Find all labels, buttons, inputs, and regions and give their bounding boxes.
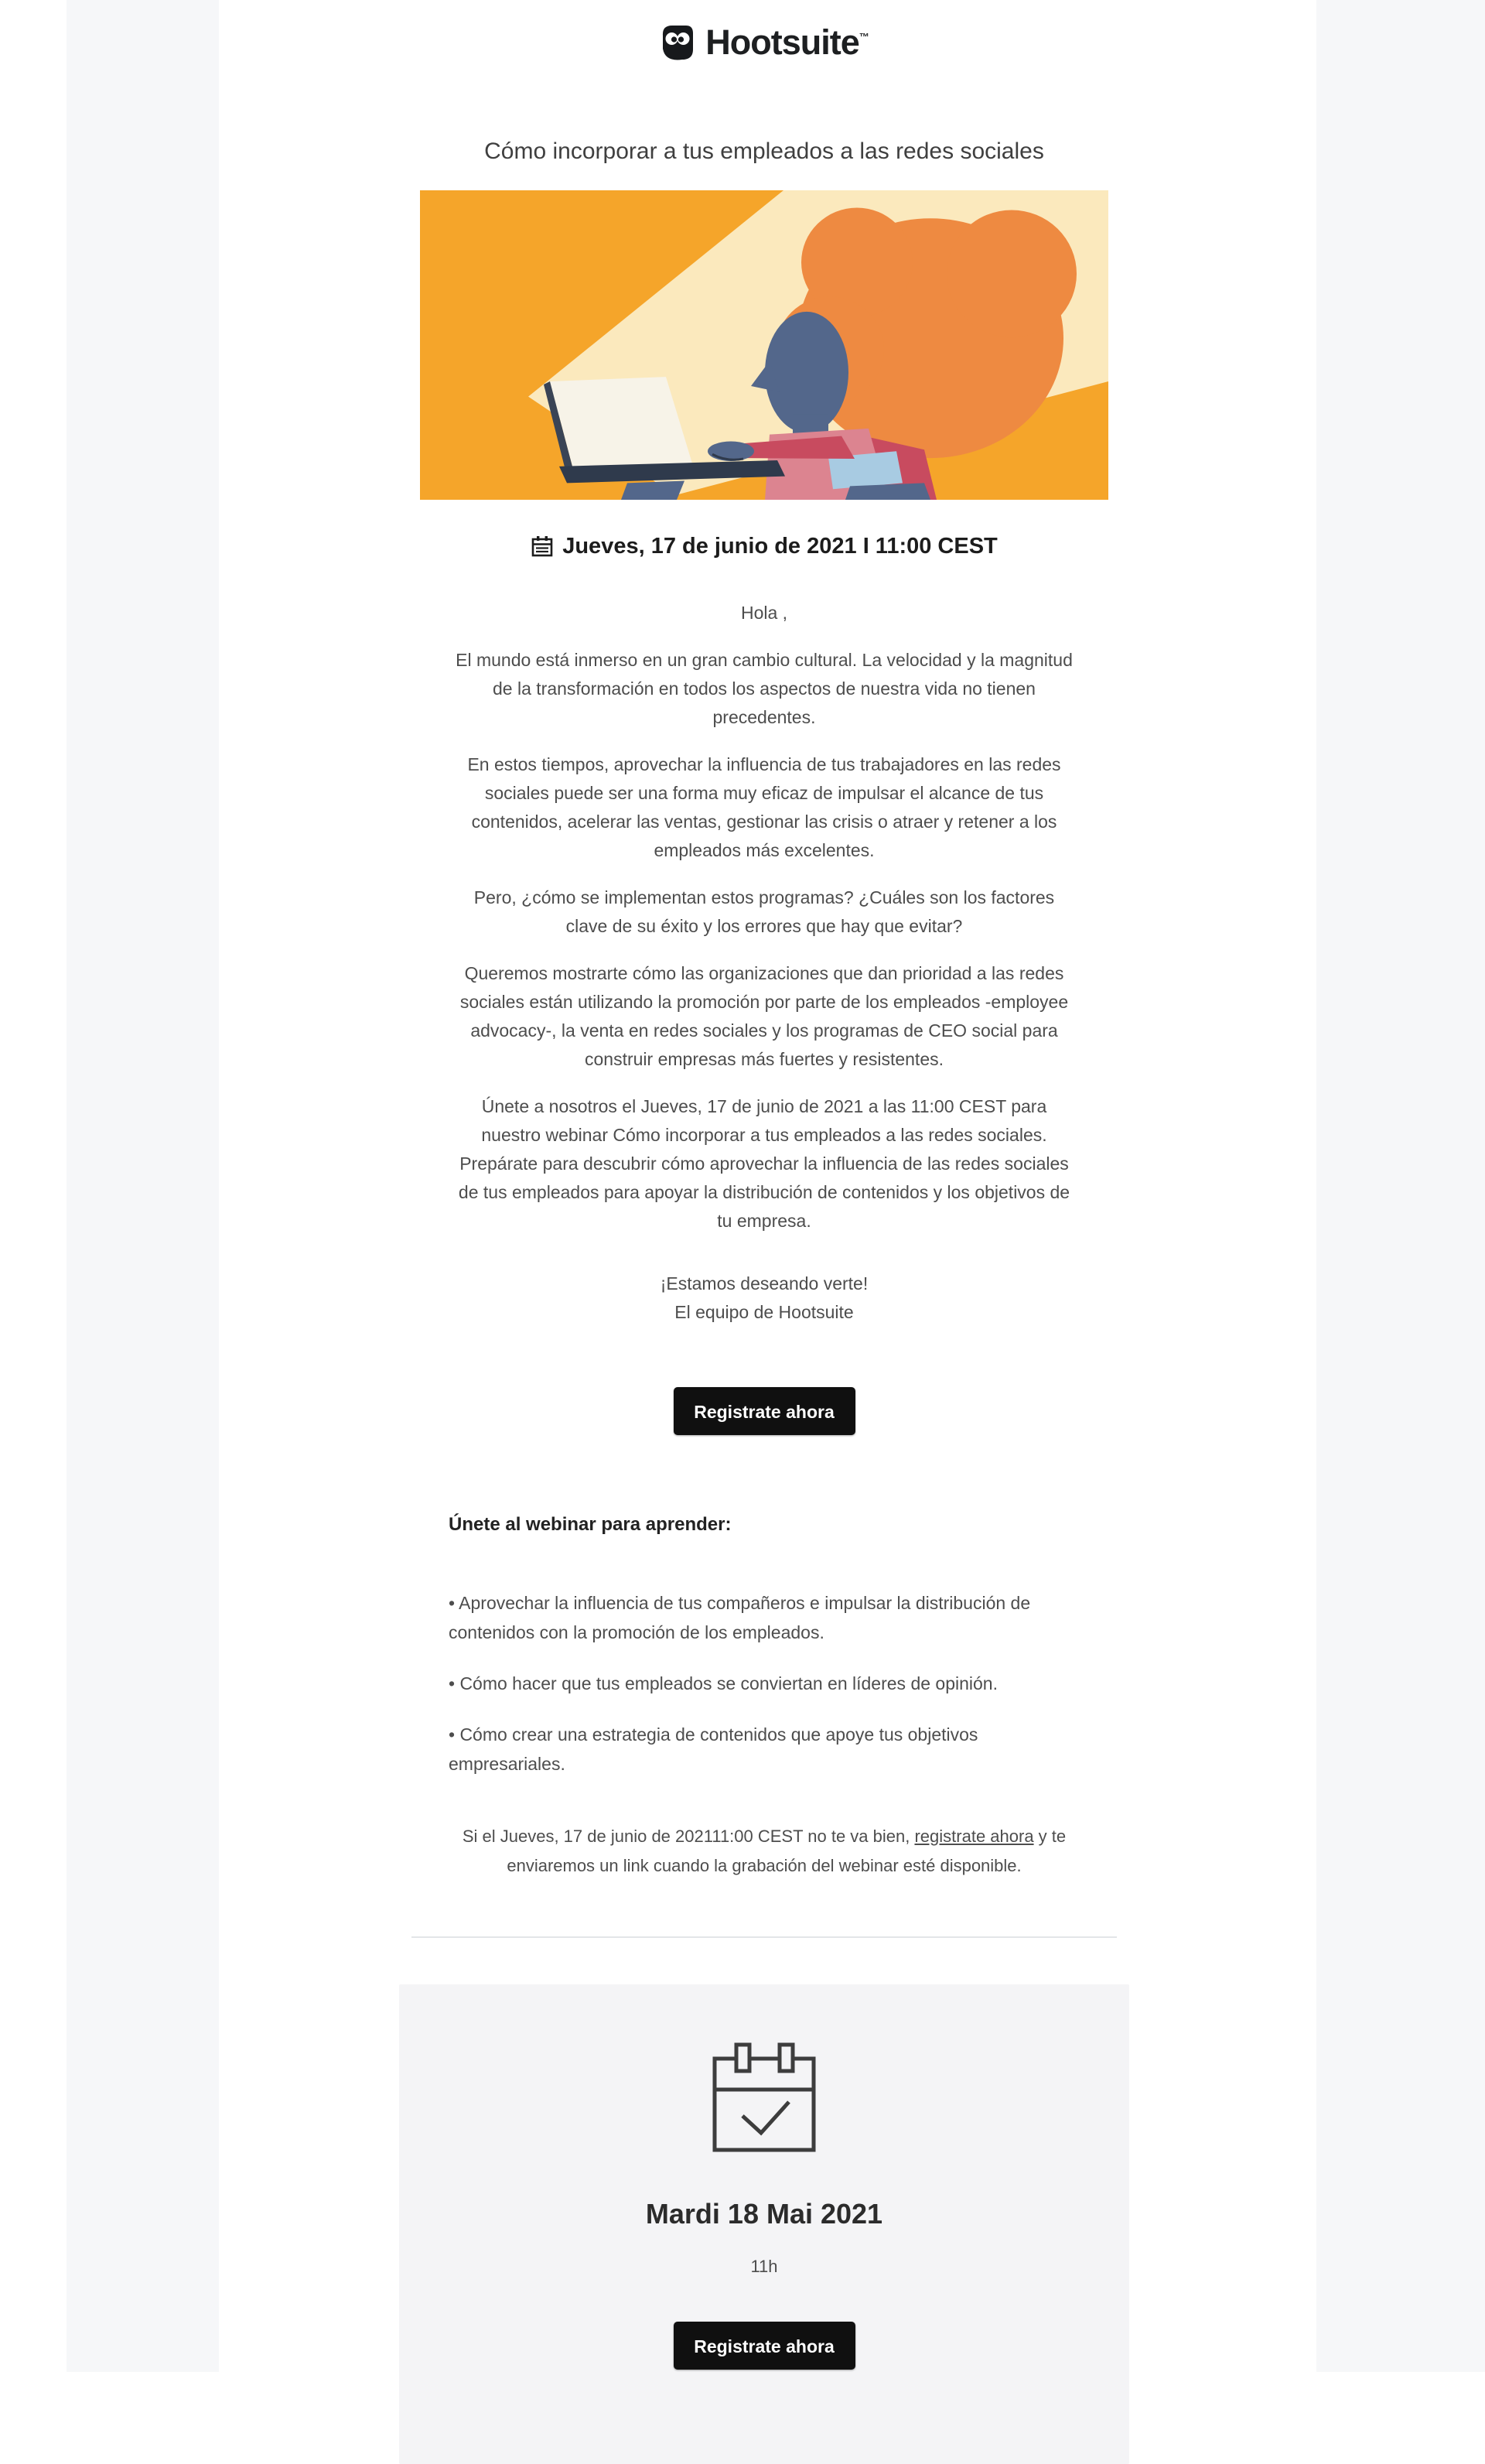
event-card-date: Mardi 18 Mai 2021 xyxy=(645,2198,883,2230)
event-card-time: 11h xyxy=(750,2257,778,2276)
paragraph: Únete a nosotros el Jueves, 17 de junio de 2021 a las 11:00 CEST para nuestro webinar Cómo incorporar a tus empleados a las redes sociales. Prepárate para descubrir cómo aprovechar la influencia de las redes sociales de tus empleados para apoyar la distribución de contenidos y los objetivos de tu empresa. xyxy=(458,1096,1070,1231)
closing-signature: El equipo de Hootsuite xyxy=(674,1302,854,1322)
register-button-secondary[interactable]: Registrate ahora xyxy=(674,2322,855,2370)
trademark-symbol: ™ xyxy=(859,31,869,43)
event-dateline xyxy=(399,531,1129,562)
list-item: • Cómo hacer que tus empleados se conviertan en líderes de opinión. xyxy=(449,1673,998,1693)
email-content xyxy=(399,0,1129,2464)
list-item: • Cómo crear una estrategia de contenidos que apoye tus objetivos empresariales. xyxy=(449,1724,978,1774)
paragraph: El mundo está inmerso en un gran cambio cultural. La velocidad y la magnitud de la transformación en todos los aspectos de nuestra vida no tienen precedentes. xyxy=(456,650,1073,727)
calendar-check-icon xyxy=(705,2039,823,2156)
greeting: Hola , xyxy=(740,603,788,623)
event-card xyxy=(399,1984,1129,2464)
background-band-left xyxy=(67,0,219,2372)
list-item: • Aprovechar la influencia de tus compañeros e impulsar la distribución de contenidos con la promoción de los empleados. xyxy=(449,1593,1031,1642)
learn-heading: Únete al webinar para aprender: xyxy=(449,1514,732,1535)
email-title: Cómo incorporar a tus empleados a las redes sociales xyxy=(484,138,1044,164)
paragraph: Queremos mostrarte cómo las organizaciones que dan prioridad a las redes sociales están utilizando la promoción por parte de los empleados -employee advocacy-, la venta en redes sociales y los programas de CEO social para construir empresas más fuertes y resistentes. xyxy=(459,963,1069,1069)
paragraph: Pero, ¿cómo se implementan estos programas? ¿Cuáles son los factores clave de su éxito y los errores que hay que evitar? xyxy=(473,887,1055,936)
footnote-text-end: y te enviaremos un link cuando la grabación del webinar esté disponible. xyxy=(507,1827,1067,1875)
brand-header xyxy=(399,19,1129,67)
brand-name: Hootsuite™ xyxy=(705,22,869,62)
background-band-right xyxy=(1316,0,1485,2372)
divider xyxy=(411,1936,1117,1938)
footnote-text-start: Si el Jueves, 17 de junio de 202111:00 CEST no te va bien, xyxy=(462,1827,915,1846)
calendar-icon xyxy=(531,535,554,558)
footnote xyxy=(416,1822,1112,1881)
paragraph: En estos tiempos, aprovechar la influencia de tus trabajadores en las redes sociales puede ser una forma muy eficaz de impulsar el alcance de tus contenidos, acelerar las ventas, gestionar las crisis o atraer y retener a los empleados más excelentes. xyxy=(467,754,1061,860)
event-dateline-text: Jueves, 17 de junio de 2021 I 11:00 CEST xyxy=(562,533,998,559)
hero-illustration xyxy=(420,190,1108,500)
closing-line: ¡Estamos deseando verte! xyxy=(660,1273,869,1294)
register-link[interactable]: registrate ahora xyxy=(914,1827,1034,1846)
register-button[interactable]: Registrate ahora xyxy=(674,1387,855,1435)
hootsuite-owl-logo-icon xyxy=(659,22,696,63)
